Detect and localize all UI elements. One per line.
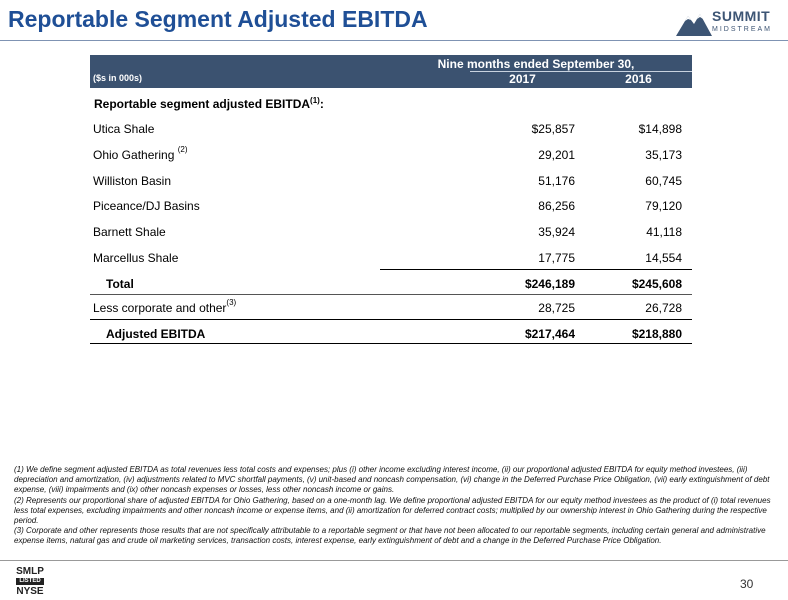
mountain-icon (676, 10, 712, 38)
value-2017: 17,775 (538, 251, 575, 265)
table-row (90, 146, 692, 166)
total-row (90, 275, 692, 295)
less-corporate-2017: 28,725 (538, 301, 575, 315)
row-label: Marcellus Shale (93, 251, 179, 265)
footnotes (14, 465, 774, 547)
footnote-3: (3) Corporate and other represents those results that are not specifically attributable to a reportable segment or that have not been allocated to our reportable segments, including certain general and administrative expense items, natural gas and crude oil marketing services, transaction costs, interest expense, early extinguishment of debt and a change in the Deferred Purchase Price Obligation. (14, 526, 766, 546)
adjusted-ebitda-2016: $218,880 (631, 327, 682, 341)
page-number: 30 (740, 577, 754, 591)
table-row (90, 120, 692, 140)
year-2017-heading: 2017 (509, 72, 536, 86)
row-label: Utica Shale (93, 122, 155, 136)
less-corporate-label: Less corporate and other$^{(3)}$ (93, 298, 237, 315)
value-2016: 41,118 (646, 225, 682, 239)
total-rule (90, 294, 692, 295)
title-divider (0, 40, 788, 41)
table-header (90, 55, 692, 88)
table-row (90, 172, 692, 192)
adjusted-rule (90, 319, 692, 320)
summit-midstream-logo (676, 6, 782, 40)
value-2017: 51,176 (538, 174, 575, 188)
ticker-listed: LISTED (16, 578, 44, 585)
value-2016: 14,554 (645, 251, 682, 265)
subtotal-rule (380, 269, 692, 270)
nyse-ticker-logo (12, 566, 48, 597)
logo-name: SUMMIT (712, 8, 771, 24)
logo-subname: MIDSTREAM (712, 26, 772, 33)
adjusted-ebitda-row (90, 325, 692, 345)
units-label: ($s in 000s) (93, 73, 143, 83)
total-2017: $246,189 (524, 277, 575, 291)
row-label: Piceance/DJ Basins (93, 199, 200, 213)
ticker-exchange: NYSE (16, 586, 44, 597)
table-row (90, 197, 692, 217)
value-2017: 86,256 (538, 199, 575, 213)
row-label: Ohio Gathering $^{(2)}$ (93, 145, 188, 162)
less-corporate-2016: 26,728 (645, 301, 682, 315)
section-heading: Reportable segment adjusted EBITDA$^{(1)}$: (94, 96, 324, 111)
table-row (90, 223, 692, 243)
ticker-symbol: SMLP (16, 566, 44, 577)
adjusted-ebitda-2017: $217,464 (524, 327, 575, 341)
footer-divider (0, 560, 788, 561)
value-2017: 35,924 (538, 225, 575, 239)
total-label: Total (106, 277, 134, 291)
page-title: Reportable Segment Adjusted EBITDA (8, 6, 428, 32)
value-2016: $14,898 (638, 122, 682, 136)
value-2016: 79,120 (645, 199, 682, 213)
table-row (90, 249, 692, 269)
value-2016: 60,745 (645, 174, 682, 188)
footnote-1: (1) We define segment adjusted EBITDA as total revenues less total costs and expenses; plus (i) other income excluding interest income, (ii) our proportional adjusted EBITDA for equity method investees, (iii) depreciation and amortization, (iv) adjustments related to MVC shortfall payments, (v) unit-based and noncash compensation, (vi) change in the Deferred Purchase Price Obligation, (vii) early extinguishment of debt expense, (viii) impairments and (ix) other noncash expenses or losses, less other noncash income or gains. (14, 465, 770, 495)
footnote-2: (2) Represents our proportional share of adjusted EBITDA for Ohio Gathering, based on a one-month lag. We define proportional adjusted EBITDA for our equity method investees as the product of (i) total revenues less total expenses, excluding impairments and other noncash income or expense items, and (ii) amortization for deferred contract costs; multiplied by our ownership interest in Ohio Gathering during the respective period. (14, 495, 771, 526)
less-corporate-row (90, 299, 692, 319)
total-2016: $245,608 (631, 277, 682, 291)
value-2016: 35,173 (645, 148, 682, 162)
table-bottom-rule (90, 343, 692, 344)
adjusted-ebitda-label: Adjusted EBITDA (106, 327, 206, 341)
value-2017: 29,201 (538, 148, 575, 162)
year-2016-heading: 2016 (625, 72, 652, 86)
row-label: Williston Basin (93, 174, 172, 188)
period-heading: Nine months ended September 30, (437, 57, 635, 71)
row-label: Barnett Shale (93, 225, 166, 239)
value-2017: $25,857 (531, 122, 575, 136)
